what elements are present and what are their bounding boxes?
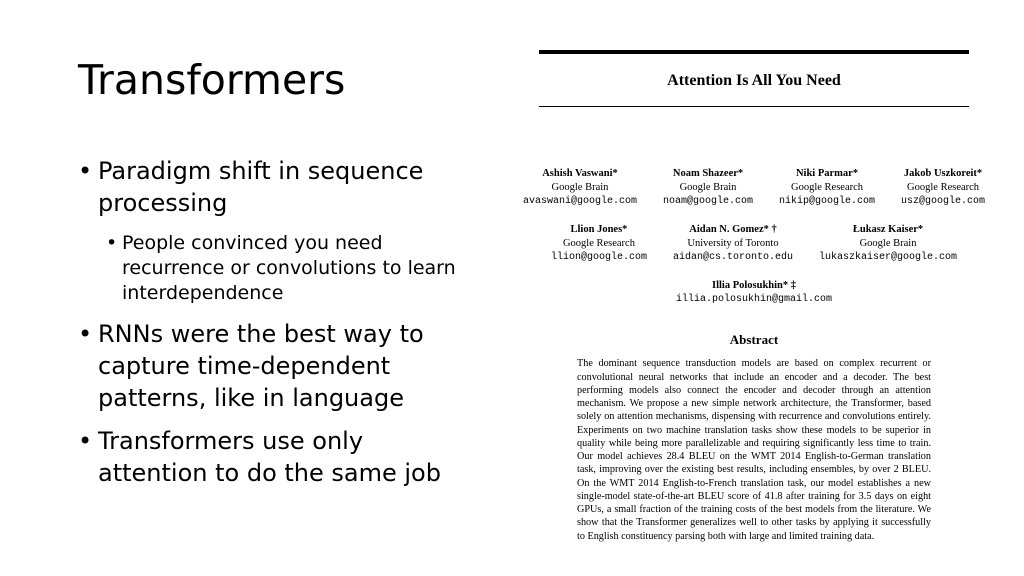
author-block xyxy=(901,167,985,209)
bullet-list xyxy=(78,156,458,502)
authors-row xyxy=(539,223,969,265)
authors-row xyxy=(539,279,969,307)
author-email: noam@google.com xyxy=(663,196,754,208)
author-block xyxy=(819,223,957,265)
author-affiliation: Google Research xyxy=(791,182,864,194)
bullet-item xyxy=(78,156,458,219)
author-email: nikip@google.com xyxy=(779,196,876,208)
author-affiliation: Google Research xyxy=(907,182,980,194)
paper-excerpt xyxy=(522,50,986,543)
author-email: llion@google.com xyxy=(550,252,647,264)
title-rule xyxy=(539,106,969,107)
author-affiliation: University of Toronto xyxy=(687,238,779,250)
author-name: Noam Shazeer* xyxy=(672,168,744,179)
author-email: aidan@cs.toronto.edu xyxy=(672,252,793,264)
author-email: avaswani@google.com xyxy=(522,196,637,208)
bullet-dot-icon: • xyxy=(78,427,93,456)
sub-bullet-text: People convinced you need recurrence or convolutions to learn interdependence xyxy=(122,232,456,304)
author-affiliation: Google Research xyxy=(562,238,635,250)
abstract-text: The dominant sequence transduction models are based on complex recurrent or convolutional neural networks that include an encoder and a decoder. The best performing models also connect the encoder and decoder through an attention mechanism. We propose a new simple network architecture, the Transformer, based solely on attention mechanisms, dispensing with recurrence and convolutions entirely. Experiments on two machine translation tasks show these models to be superior in quality while being more parallelizable and requiring significantly less time to train. Our model achieves 28.4 BLEU on the WMT 2014 English-to-German translation task, improving over the existing best results, including ensembles, by over 2 BLEU. On the WMT 2014 English-to-French translation task, our model establishes a new single-model state-of-the-art BLEU score of 41.8 after training for 3.5 days on eight GPUs, a small fraction of the training costs of the best models from the literature. We show that the Transformer generalizes well to other tasks by applying it successfully to English constituency parsing both with large and limited training data. xyxy=(577,358,931,542)
top-rule xyxy=(539,50,969,54)
author-email: illia.polosukhin@gmail.com xyxy=(675,293,833,305)
author-affiliation: Google Brain xyxy=(679,182,737,194)
author-block xyxy=(663,167,753,209)
author-email: usz@google.com xyxy=(901,196,986,208)
author-block xyxy=(523,167,637,209)
author-block xyxy=(673,223,793,265)
author-affiliation: Google Brain xyxy=(859,238,917,250)
author-block xyxy=(779,167,875,209)
author-email: lukaszkaiser@google.com xyxy=(819,252,958,264)
author-block xyxy=(676,279,832,307)
bullet-dot-icon: • xyxy=(106,232,118,255)
bullet-dot-icon: • xyxy=(78,157,93,185)
bullet-item xyxy=(78,426,458,489)
authors-row xyxy=(522,167,986,209)
author-name: Aidan N. Gomez* † xyxy=(689,223,777,235)
sub-bullet-item xyxy=(106,231,458,305)
paper-title: Attention Is All You Need xyxy=(667,72,841,89)
abstract-heading: Abstract xyxy=(729,332,779,348)
author-block xyxy=(551,223,647,265)
author-name: Jakob Uszkoreit* xyxy=(903,168,983,179)
bullet-text: Paradigm shift in sequence processing xyxy=(98,157,424,217)
author-name: Ashish Vaswani* xyxy=(542,168,618,179)
author-name: Illia Polosukhin* ‡ xyxy=(711,279,797,291)
bullet-text: RNNs were the best way to capture time-dependent patterns, like in language xyxy=(98,320,424,412)
slide-title: Transformers xyxy=(78,56,346,104)
bullet-dot-icon: • xyxy=(78,320,93,349)
author-name: Łukasz Kaiser* xyxy=(852,223,924,235)
author-name: Niki Parmar* xyxy=(795,168,859,179)
bullet-text: Transformers use only attention to do the same job xyxy=(98,427,441,488)
bullet-item xyxy=(78,319,458,414)
author-affiliation: Google Brain xyxy=(551,182,609,194)
author-name: Llion Jones* xyxy=(570,223,628,235)
